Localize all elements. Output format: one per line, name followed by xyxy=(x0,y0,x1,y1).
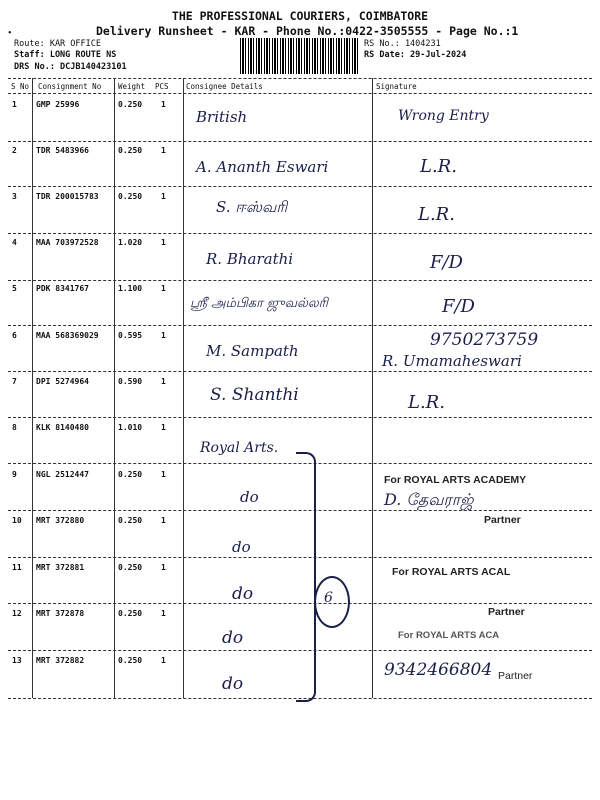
row-consignee: R. Bharathi xyxy=(206,250,294,268)
row-signature-name: D. தேவராஜ் xyxy=(384,490,474,509)
row-consignee: do xyxy=(240,488,259,506)
row-signature-stamp: Partner xyxy=(488,606,525,618)
row-rule xyxy=(8,233,592,234)
row-weight: 0.250 xyxy=(118,470,143,479)
row-pcs: 1 xyxy=(161,238,166,247)
col-header-pcs: PCS xyxy=(155,82,169,91)
row-pcs: 1 xyxy=(161,377,166,386)
row-sno: 7 xyxy=(12,377,17,386)
row-consignment: MRT 372881 xyxy=(36,563,85,572)
ditto-bracket xyxy=(296,452,316,702)
row-consignee: M. Sampath xyxy=(206,342,299,360)
row-sno: 10 xyxy=(12,516,22,525)
row-weight: 0.595 xyxy=(118,331,143,340)
row-consignee: A. Ananth Eswari xyxy=(196,158,329,176)
row-pcs: 1 xyxy=(161,656,166,665)
row-rule xyxy=(8,371,592,372)
row-weight: 1.010 xyxy=(118,423,143,432)
row-weight: 0.250 xyxy=(118,609,143,618)
row-consignee: British xyxy=(196,108,248,126)
row-signature: L.R. xyxy=(420,156,457,177)
column-divider xyxy=(372,78,373,698)
row-rule xyxy=(8,141,592,142)
rs-date: RS Date: 29-Jul-2024 xyxy=(364,50,467,60)
row-sno: 9 xyxy=(12,470,17,479)
row-consignee: S. Shanthi xyxy=(210,385,299,405)
row-weight: 0.250 xyxy=(118,100,143,109)
row-consignee: Royal Arts. xyxy=(200,440,279,456)
row-weight: 0.250 xyxy=(118,516,143,525)
row-weight: 0.250 xyxy=(118,146,143,155)
row-pcs: 1 xyxy=(161,470,166,479)
row-weight: 0.250 xyxy=(118,656,143,665)
row-rule xyxy=(8,186,592,187)
row-consignment: MAA 703972528 xyxy=(36,238,99,247)
row-consignment: MAA 568369029 xyxy=(36,331,99,340)
row-sno: 1 xyxy=(12,100,17,109)
col-header-sno: S No xyxy=(11,82,30,91)
row-sno: 12 xyxy=(12,609,22,618)
row-pcs: 1 xyxy=(161,146,166,155)
row-consignment: MRT 372880 xyxy=(36,516,85,525)
row-signature: F/D xyxy=(430,252,463,273)
row-sno: 2 xyxy=(12,146,17,155)
row-weight: 0.250 xyxy=(118,563,143,572)
row-pcs: 1 xyxy=(161,331,166,340)
row-pcs: 1 xyxy=(161,192,166,201)
header-rule xyxy=(8,93,592,94)
row-signature-stamp: Partner xyxy=(498,670,533,682)
row-sno: 6 xyxy=(12,331,17,340)
circled-count-text: 6 xyxy=(324,590,333,606)
barcode xyxy=(240,38,358,74)
row-signature: F/D xyxy=(442,296,475,317)
drs-number: DRS No.: DCJB140423101 xyxy=(14,62,127,72)
company-title: THE PROFESSIONAL COURIERS, COIMBATORE xyxy=(171,9,429,23)
row-consignment: TDR 5483966 xyxy=(36,146,89,155)
column-divider xyxy=(32,78,33,698)
row-weight: 1.100 xyxy=(118,284,143,293)
row-sno: 4 xyxy=(12,238,17,247)
runsheet-subtitle: Delivery Runsheet - KAR - Phone No.:0422-3505555 - Page No.:1 xyxy=(96,24,519,38)
row-weight: 1.020 xyxy=(118,238,143,247)
row-signature-stamp: For ROYAL ARTS ACAL xyxy=(392,566,511,578)
row-rule xyxy=(8,325,592,326)
row-consignee: S. ஈஸ்வரி xyxy=(216,198,288,216)
col-header-details: Consignee Details xyxy=(186,82,263,91)
row-signature-stamp: Partner xyxy=(484,514,521,526)
col-header-consignment: Consignment No xyxy=(38,82,102,91)
row-consignment: DPI 5274964 xyxy=(36,377,89,386)
row-signature-stamp-faint: For ROYAL ARTS ACA xyxy=(398,630,500,641)
rs-number: RS No.: 1404231 xyxy=(364,39,441,49)
row-consignee: do xyxy=(232,584,254,604)
row-pcs: 1 xyxy=(161,609,166,618)
row-signature: L.R. xyxy=(408,392,445,413)
row-rule xyxy=(8,417,592,418)
row-consignment: MRT 372882 xyxy=(36,656,85,665)
row-pcs: 1 xyxy=(161,100,166,109)
row-signature: 9750273759 xyxy=(430,330,539,350)
row-consignment: GMP 25996 xyxy=(36,100,80,109)
column-divider xyxy=(183,78,184,698)
row-signature: L.R. xyxy=(418,204,455,225)
row-extra-signature: R. Umamaheswari xyxy=(382,352,522,370)
row-signature-stamp: For ROYAL ARTS ACADEMY xyxy=(384,474,527,486)
row-weight: 0.590 xyxy=(118,377,143,386)
row-consignment: MRT 372878 xyxy=(36,609,85,618)
row-consignment: KLK 8140480 xyxy=(36,423,89,432)
row-sno: 5 xyxy=(12,284,17,293)
row-signature: Wrong Entry xyxy=(398,108,489,124)
row-pcs: 1 xyxy=(161,423,166,432)
row-consignment: TDR 200015783 xyxy=(36,192,99,201)
bullet-mark: • xyxy=(8,28,12,39)
row-pcs: 1 xyxy=(161,284,166,293)
route-info: Route: KAR OFFICE xyxy=(14,39,101,49)
row-weight: 0.250 xyxy=(118,192,143,201)
column-divider xyxy=(114,78,115,698)
row-consignee: ஸ்ரீ அம்பிகா ஜுவல்லரி xyxy=(190,296,329,311)
row-pcs: 1 xyxy=(161,516,166,525)
col-header-weight: Weight xyxy=(118,82,146,91)
col-header-signature: Signature xyxy=(376,82,417,91)
staff-info: Staff: LONG ROUTE NS xyxy=(14,50,117,60)
row-consignee: do xyxy=(232,538,251,556)
row-sno: 8 xyxy=(12,423,17,432)
row-signature: 9342466804 xyxy=(384,660,493,680)
row-consignee: do xyxy=(222,674,244,694)
row-sno: 11 xyxy=(12,563,22,572)
row-sno: 3 xyxy=(12,192,17,201)
row-sno: 13 xyxy=(12,656,22,665)
row-consignment: NGL 2512447 xyxy=(36,470,89,479)
row-consignee: do xyxy=(222,628,244,648)
row-rule xyxy=(8,280,592,281)
table-top-rule xyxy=(8,78,592,79)
row-pcs: 1 xyxy=(161,563,166,572)
row-consignment: PDK 8341767 xyxy=(36,284,89,293)
